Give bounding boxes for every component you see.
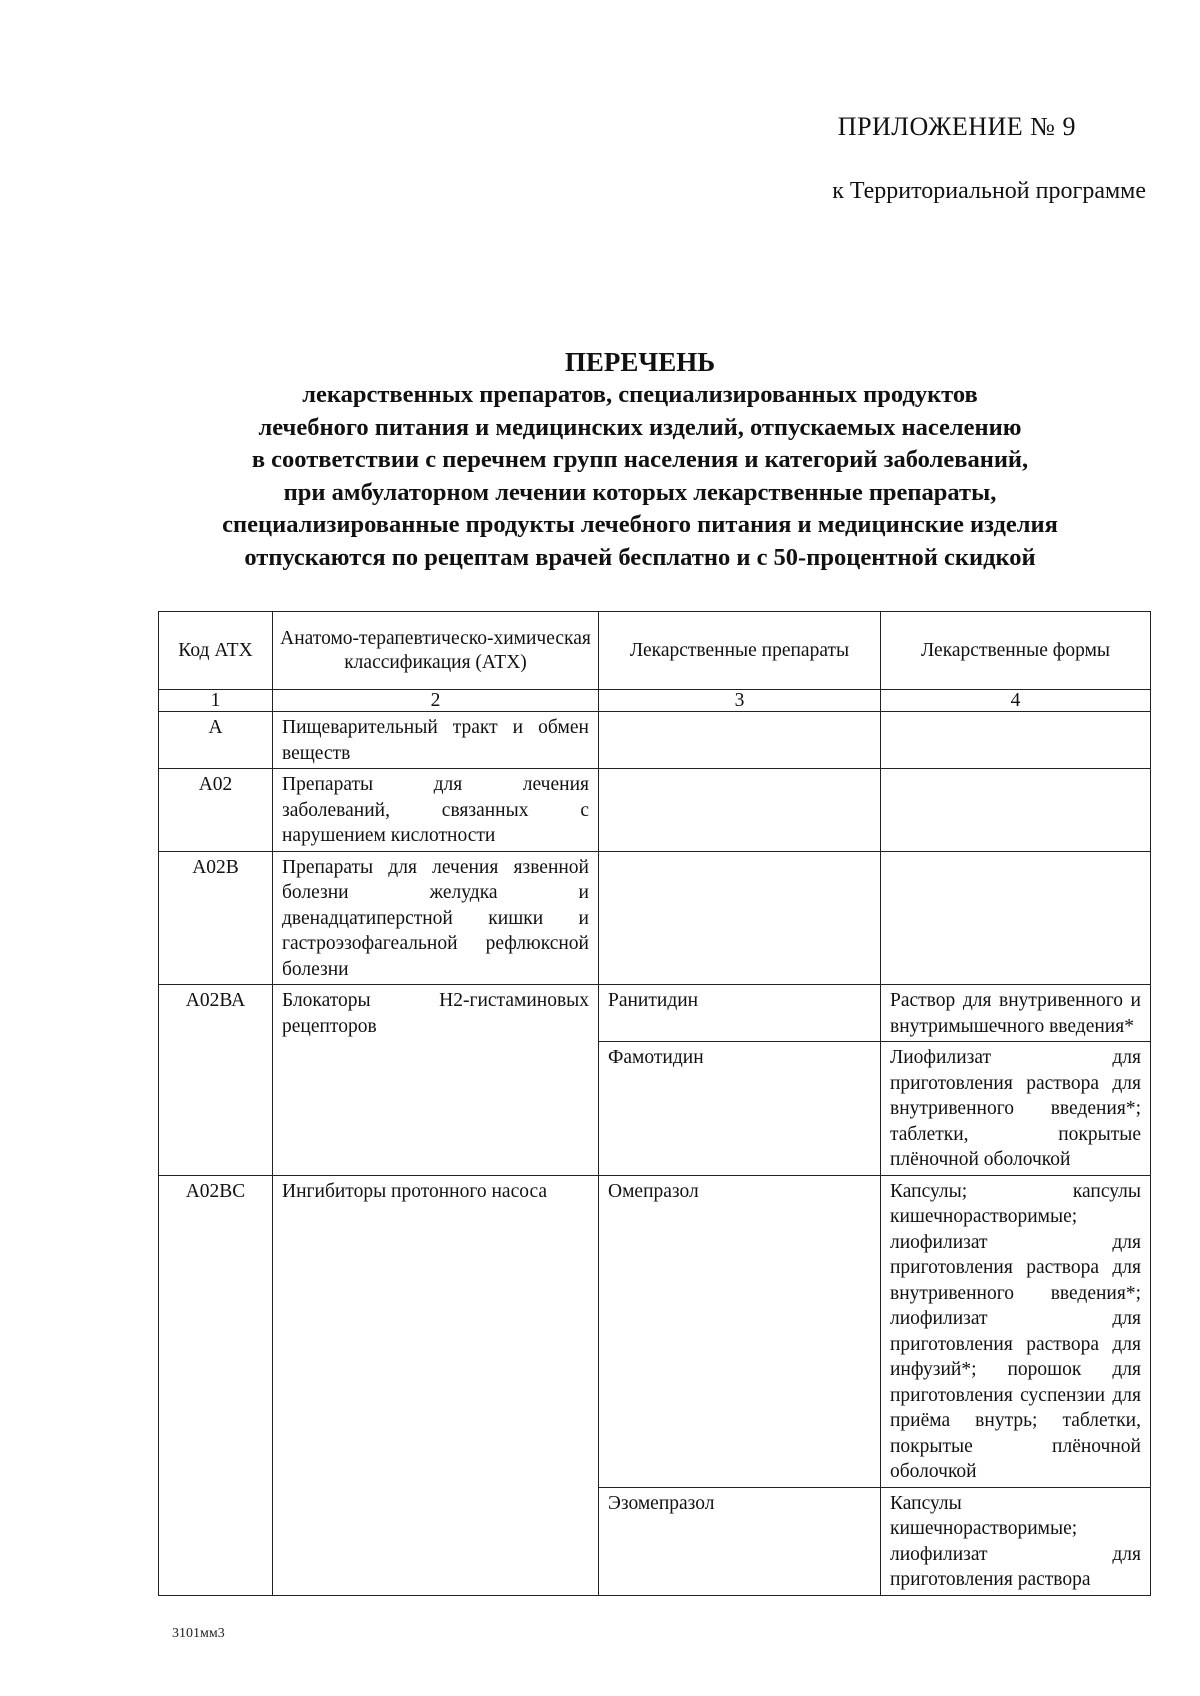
heading-line: в соответствии с перечнем групп населения и категорий заболеваний, (251, 446, 1029, 473)
drug-name (599, 712, 881, 769)
drug-name: Эзомепразол (599, 1487, 881, 1595)
table-row (159, 712, 1151, 769)
table-row (159, 985, 1151, 1042)
header-code: Код АТХ (159, 612, 273, 690)
drug-name (599, 769, 881, 852)
atx-code: А02ВС (159, 1175, 273, 1595)
heading-line: лечебного питания и медицинских изделий, отпускаемых населению (258, 413, 1022, 441)
table-row (159, 769, 1151, 852)
heading-line: специализированные продукты лечебного питания и медицинские изделия (222, 511, 1058, 538)
drug-name: Ранитидин (599, 985, 881, 1042)
drug-name (599, 851, 881, 985)
table-row (159, 851, 1151, 985)
atx-classification: Препараты для лечения язвенной болезни желудка и двенадцатиперстной кишки и гастроэзофагеальной рефлюксной болезни (273, 851, 599, 985)
drug-form: Лиофилизат для приготовления раствора для внутривенного введения*; таблетки, покрытые плёночной оболочкой (881, 1042, 1151, 1176)
appendix-title: ПРИЛОЖЕНИЕ № 9 (837, 112, 1076, 141)
drug-form: Капсулы кишечнорастворимые; лиофилизат для приготовления раствора (881, 1487, 1151, 1595)
document-title: ПЕРЕЧЕНЬ (564, 347, 716, 377)
column-number: 2 (273, 690, 599, 712)
footer-code: 3101мм3 (172, 1626, 225, 1641)
atx-classification: Ингибиторы протонного насоса (273, 1175, 599, 1595)
column-numbers-row (159, 690, 1151, 712)
header-drugs: Лекарственные препараты (599, 612, 881, 690)
atx-classification: Блокаторы Н2-гистаминовых рецепторов (273, 985, 599, 1176)
appendix-subtitle: к Территориальной программе (832, 178, 1146, 204)
atx-code: А02 (159, 769, 273, 852)
heading-line: при амбулаторном лечении которых лекарственные препараты, (283, 478, 997, 506)
header-classification: Анатомо-терапевтическо-химическая классификация (АТХ) (273, 612, 599, 690)
drug-name: Омепразол (599, 1175, 881, 1487)
drug-form: Капсулы; капсулы кишечнорастворимые; лиофилизат для приготовления раствора для внутривенного введения*; лиофилизат для приготовления раствора для инфузий*; порошок для приготовления суспензии для приёма внутрь; таблетки, покрытые плёночной оболочкой (881, 1175, 1151, 1487)
atx-classification: Пищеварительный тракт и обмен веществ (273, 712, 599, 769)
drug-form (881, 769, 1151, 852)
atx-code: А02В (159, 851, 273, 985)
column-number: 4 (881, 690, 1151, 712)
atx-table (158, 611, 1151, 1596)
atx-code: А (159, 712, 273, 769)
atx-code: А02ВА (159, 985, 273, 1176)
column-number: 1 (159, 690, 273, 712)
header-forms: Лекарственные формы (881, 612, 1151, 690)
drug-form (881, 712, 1151, 769)
table-header-row (159, 612, 1151, 690)
heading-line: отпускаются по рецептам врачей бесплатно и с 50-процентной скидкой (244, 543, 1036, 571)
heading-line: лекарственных препаратов, специализированных продуктов (302, 381, 978, 408)
table-row (159, 1175, 1151, 1487)
atx-classification: Препараты для лечения заболеваний, связанных с нарушением кислотности (273, 769, 599, 852)
document-heading (140, 345, 1140, 574)
drug-form: Раствор для внутривенного и внутримышечного введения* (881, 985, 1151, 1042)
drug-name: Фамотидин (599, 1042, 881, 1176)
drug-form (881, 851, 1151, 985)
column-number: 3 (599, 690, 881, 712)
